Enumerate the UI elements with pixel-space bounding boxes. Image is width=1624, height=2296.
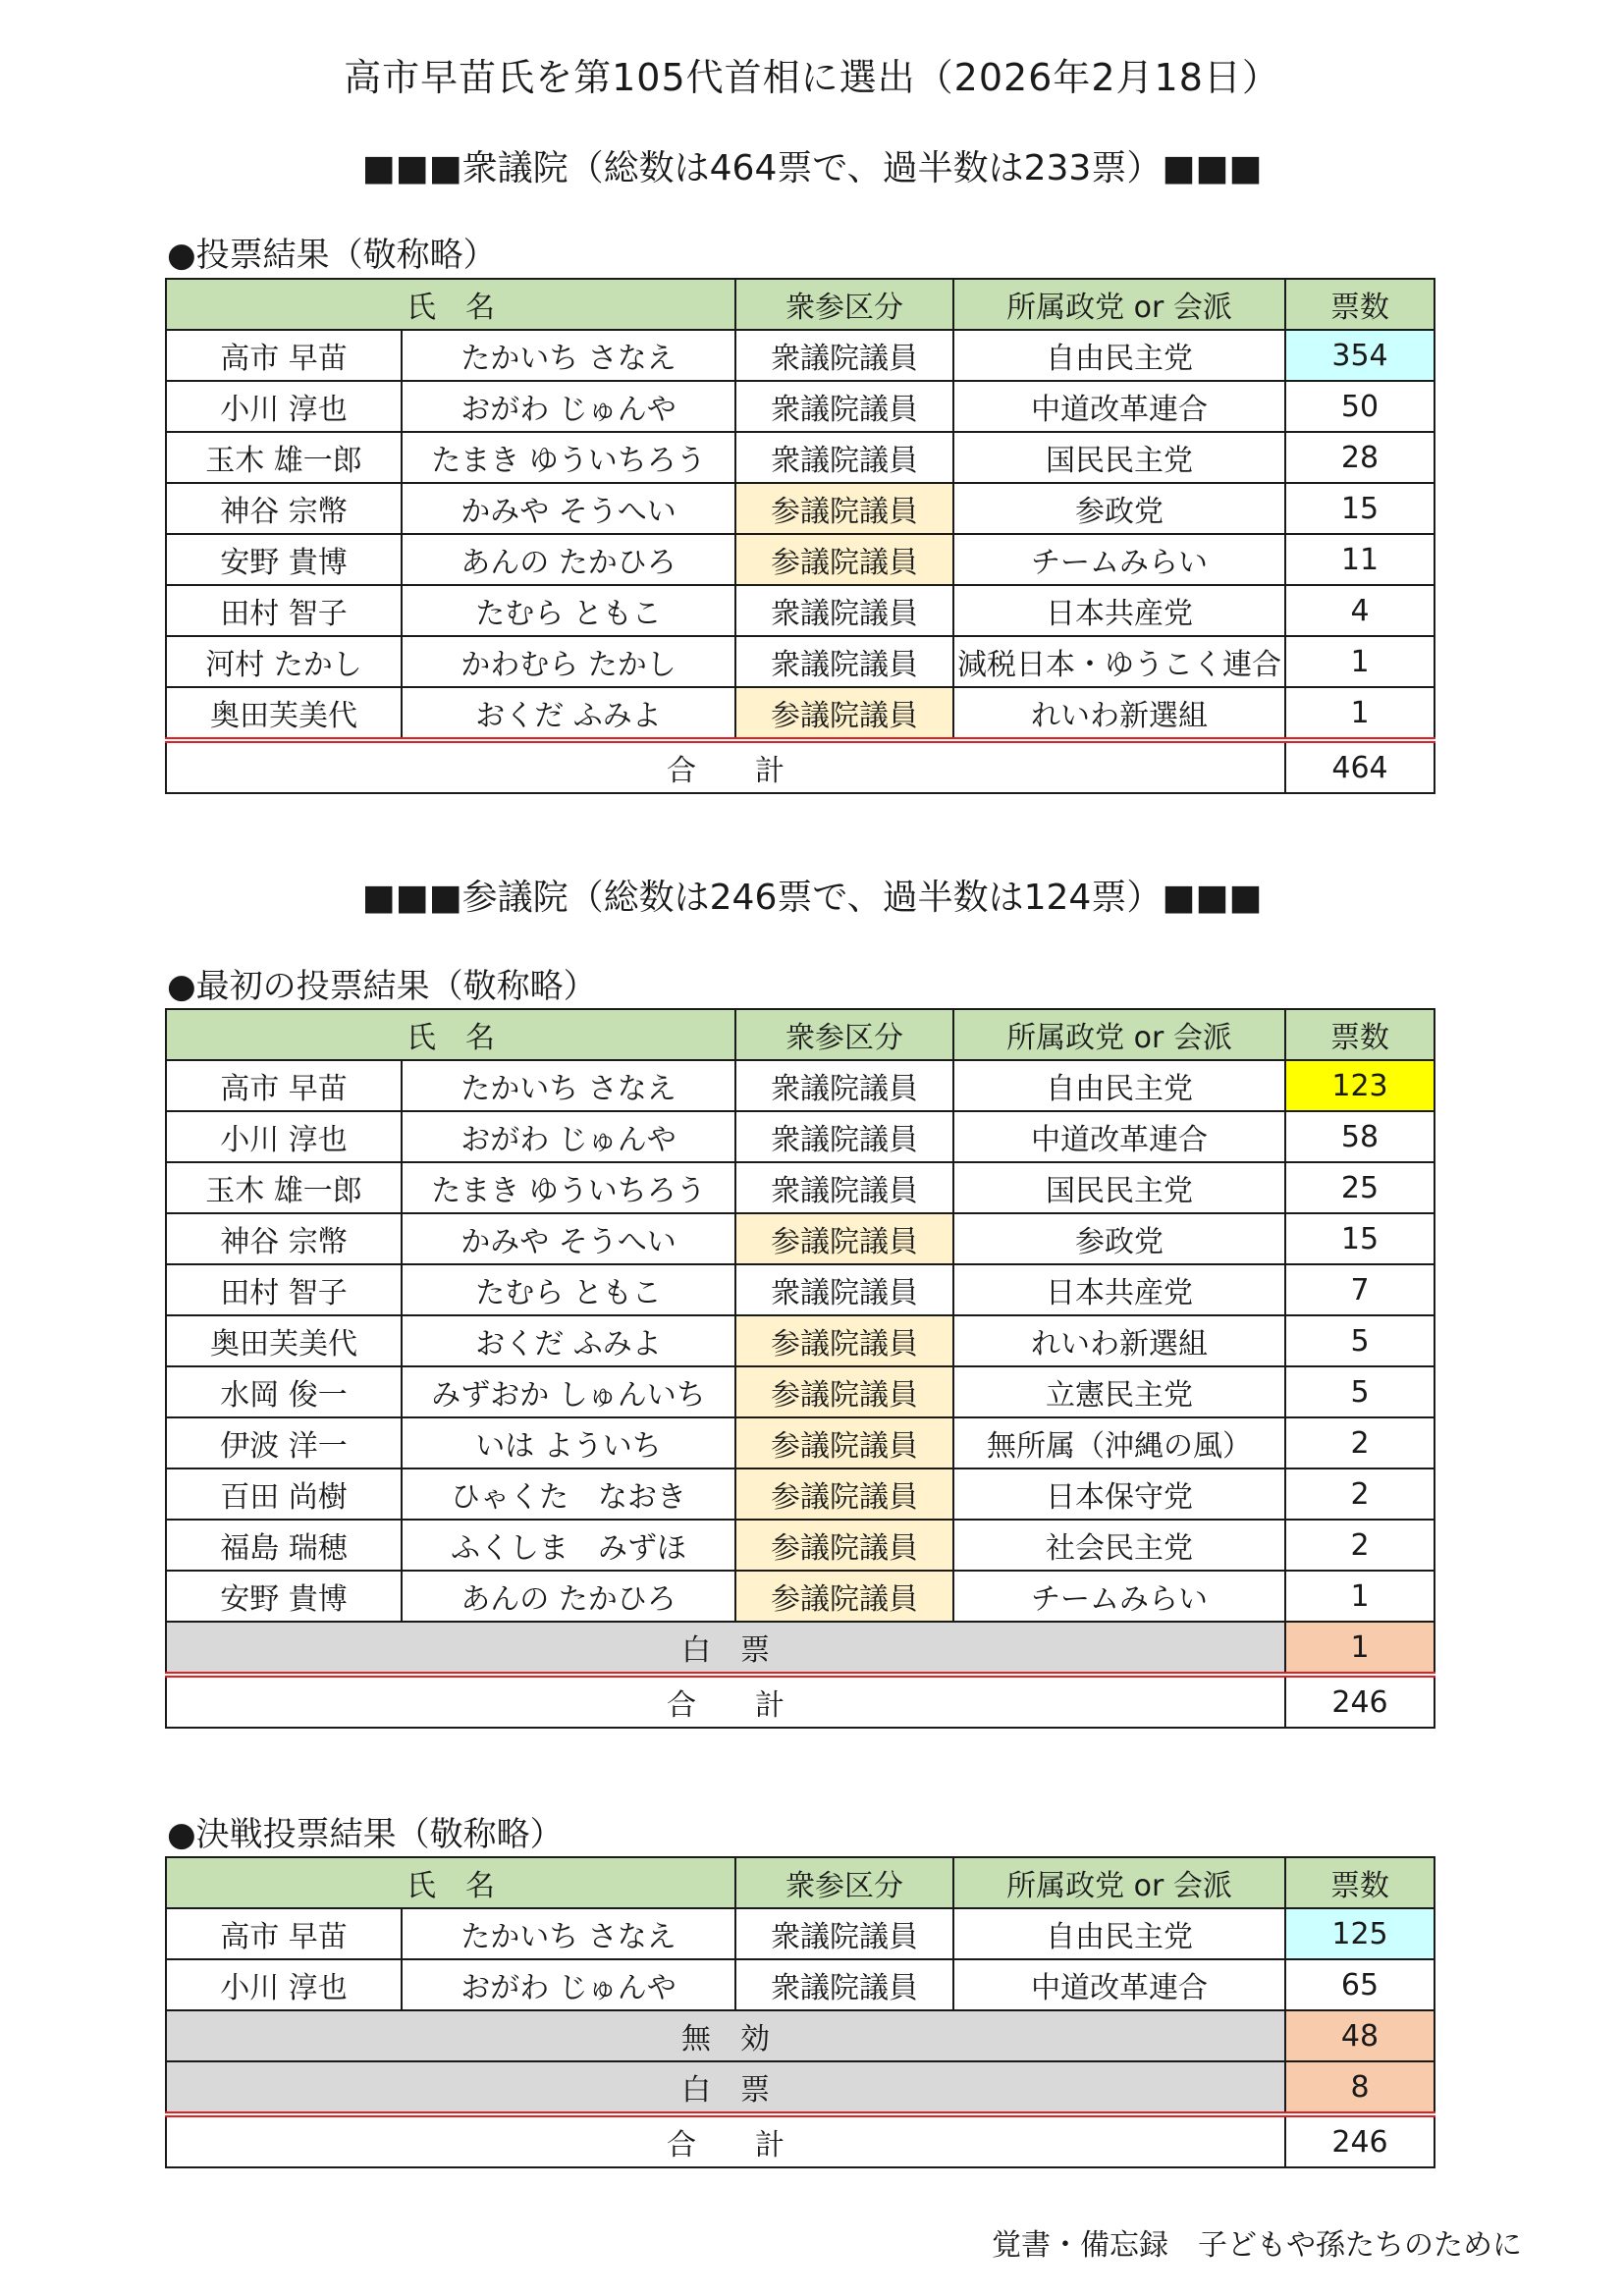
- candidate-party: れいわ新選組: [953, 687, 1285, 740]
- candidate-house: 衆議院議員: [735, 1060, 953, 1111]
- blank-vote-label: 白 票: [166, 2061, 1285, 2114]
- shugiin-heading: ■■■衆議院（総数は464票で、過半数は233票）■■■: [361, 148, 1263, 188]
- candidate-votes: 2: [1285, 1520, 1435, 1571]
- candidate-party: 参政党: [953, 483, 1285, 534]
- candidate-kana: かみや そうへい: [402, 1213, 735, 1264]
- header-party: 所属政党 or 会派: [953, 279, 1285, 330]
- candidate-name: 奥田芙美代: [166, 687, 402, 740]
- candidate-name: 田村 智子: [166, 585, 402, 636]
- candidate-party: 中道改革連合: [953, 1959, 1285, 2010]
- page-title: 高市早苗氏を第105代首相に選出（2026年2月18日）: [344, 56, 1280, 99]
- candidate-kana: おがわ じゅんや: [402, 1111, 735, 1162]
- candidate-name: 高市 早苗: [166, 1908, 402, 1959]
- candidate-votes: 2: [1285, 1468, 1435, 1520]
- candidate-kana: たむら ともこ: [402, 1264, 735, 1315]
- table-row: [166, 1571, 1435, 1622]
- table-row: [166, 534, 1435, 585]
- candidate-house: 衆議院議員: [735, 1908, 953, 1959]
- candidate-party: 自由民主党: [953, 1908, 1285, 1959]
- table-header-row: [166, 1009, 1435, 1060]
- candidate-house: 衆議院議員: [735, 1959, 953, 2010]
- invalid-vote-row: [166, 2010, 1435, 2061]
- blank-vote-row: [166, 1622, 1435, 1675]
- candidate-house: 参議院議員: [735, 483, 953, 534]
- candidate-party: 社会民主党: [953, 1520, 1285, 1571]
- candidate-votes: 123: [1285, 1060, 1435, 1111]
- candidate-kana: たかいち さなえ: [402, 1060, 735, 1111]
- candidate-name: 伊波 洋一: [166, 1417, 402, 1468]
- header-house: 衆参区分: [735, 1857, 953, 1908]
- candidate-house: 参議院議員: [735, 534, 953, 585]
- candidate-kana: ひゃくた なおき: [402, 1468, 735, 1520]
- candidate-votes: 65: [1285, 1959, 1435, 2010]
- shugiin-result-label: ●投票結果（敬称略）: [167, 236, 497, 275]
- total-row: [166, 2114, 1435, 2167]
- candidate-house: 衆議院議員: [735, 636, 953, 687]
- table-header-row: [166, 279, 1435, 330]
- candidate-name: 安野 貴博: [166, 534, 402, 585]
- candidate-party: 国民民主党: [953, 1162, 1285, 1213]
- candidate-name: 小川 淳也: [166, 1111, 402, 1162]
- blank-vote-label: 白 票: [166, 1622, 1285, 1675]
- table-row: [166, 636, 1435, 687]
- candidate-party: 参政党: [953, 1213, 1285, 1264]
- candidate-party: 日本共産党: [953, 1264, 1285, 1315]
- candidate-party: 日本共産党: [953, 585, 1285, 636]
- candidate-party: 中道改革連合: [953, 1111, 1285, 1162]
- table-row: [166, 483, 1435, 534]
- table-row: [166, 585, 1435, 636]
- candidate-name: 小川 淳也: [166, 1959, 402, 2010]
- candidate-votes: 50: [1285, 381, 1435, 432]
- candidate-name: 田村 智子: [166, 1264, 402, 1315]
- candidate-votes: 5: [1285, 1366, 1435, 1417]
- table-row: [166, 1264, 1435, 1315]
- sangiin-first-result-label: ●最初の投票結果（敬称略）: [167, 967, 597, 1006]
- header-party: 所属政党 or 会派: [953, 1009, 1285, 1060]
- candidate-name: 高市 早苗: [166, 330, 402, 381]
- candidate-votes: 2: [1285, 1417, 1435, 1468]
- candidate-party: 中道改革連合: [953, 381, 1285, 432]
- candidate-votes: 58: [1285, 1111, 1435, 1162]
- table-row: [166, 330, 1435, 381]
- candidate-kana: たかいち さなえ: [402, 1908, 735, 1959]
- candidate-votes: 11: [1285, 534, 1435, 585]
- candidate-name: 玉木 雄一郎: [166, 432, 402, 483]
- total-row: [166, 1675, 1435, 1728]
- candidate-name: 神谷 宗幣: [166, 483, 402, 534]
- candidate-house: 参議院議員: [735, 1468, 953, 1520]
- blank-vote-count: 8: [1285, 2061, 1435, 2114]
- candidate-kana: おくだ ふみよ: [402, 1315, 735, 1366]
- candidate-party: 日本保守党: [953, 1468, 1285, 1520]
- total-votes: 246: [1285, 2114, 1435, 2167]
- total-row: [166, 740, 1435, 793]
- invalid-vote-count: 48: [1285, 2010, 1435, 2061]
- candidate-votes: 28: [1285, 432, 1435, 483]
- candidate-kana: あんの たかひろ: [402, 534, 735, 585]
- candidate-votes: 1: [1285, 1571, 1435, 1622]
- candidate-kana: おがわ じゅんや: [402, 1959, 735, 2010]
- candidate-kana: いは よういち: [402, 1417, 735, 1468]
- candidate-kana: みずおか しゅんいち: [402, 1366, 735, 1417]
- candidate-name: 神谷 宗幣: [166, 1213, 402, 1264]
- blank-vote-row: [166, 2061, 1435, 2114]
- candidate-house: 衆議院議員: [735, 585, 953, 636]
- candidate-house: 衆議院議員: [735, 1111, 953, 1162]
- total-label: 合 計: [166, 740, 1285, 793]
- total-label: 合 計: [166, 1675, 1285, 1728]
- header-name: 氏 名: [166, 279, 735, 330]
- candidate-kana: ふくしま みずほ: [402, 1520, 735, 1571]
- candidate-house: 参議院議員: [735, 1417, 953, 1468]
- candidate-house: 参議院議員: [735, 1366, 953, 1417]
- candidate-name: 百田 尚樹: [166, 1468, 402, 1520]
- candidate-votes: 1: [1285, 636, 1435, 687]
- total-votes: 464: [1285, 740, 1435, 793]
- candidate-name: 高市 早苗: [166, 1060, 402, 1111]
- sangiin-first-rows: [166, 1060, 1435, 1622]
- sangiin-heading: ■■■参議院（総数は246票で、過半数は124票）■■■: [361, 878, 1263, 918]
- candidate-party: チームみらい: [953, 534, 1285, 585]
- candidate-house: 衆議院議員: [735, 381, 953, 432]
- table-row: [166, 1315, 1435, 1366]
- table-row: [166, 1468, 1435, 1520]
- candidate-name: 安野 貴博: [166, 1571, 402, 1622]
- candidate-name: 河村 たかし: [166, 636, 402, 687]
- header-name: 氏 名: [166, 1009, 735, 1060]
- invalid-vote-label: 無 効: [166, 2010, 1285, 2061]
- table-row: [166, 381, 1435, 432]
- candidate-kana: たかいち さなえ: [402, 330, 735, 381]
- candidate-votes: 7: [1285, 1264, 1435, 1315]
- shugiin-rows: [166, 330, 1435, 740]
- table-row: [166, 1213, 1435, 1264]
- header-party: 所属政党 or 会派: [953, 1857, 1285, 1908]
- table-row: [166, 687, 1435, 740]
- candidate-kana: あんの たかひろ: [402, 1571, 735, 1622]
- table-row: [166, 1366, 1435, 1417]
- candidate-party: 自由民主党: [953, 1060, 1285, 1111]
- footer-note: 覚書・備忘録 子どもや孫たちのために: [992, 2228, 1522, 2263]
- candidate-kana: たまき ゆういちろう: [402, 1162, 735, 1213]
- blank-vote-count: 1: [1285, 1622, 1435, 1675]
- shugiin-vote-table: [165, 278, 1435, 794]
- candidate-house: 衆議院議員: [735, 432, 953, 483]
- table-row: [166, 1417, 1435, 1468]
- candidate-house: 衆議院議員: [735, 1162, 953, 1213]
- table-row: [166, 1060, 1435, 1111]
- total-votes: 246: [1285, 1675, 1435, 1728]
- candidate-kana: おがわ じゅんや: [402, 381, 735, 432]
- candidate-house: 参議院議員: [735, 1315, 953, 1366]
- candidate-party: チームみらい: [953, 1571, 1285, 1622]
- candidate-name: 奥田芙美代: [166, 1315, 402, 1366]
- table-row: [166, 1908, 1435, 1959]
- candidate-name: 水岡 俊一: [166, 1366, 402, 1417]
- candidate-kana: たむら ともこ: [402, 585, 735, 636]
- table-row: [166, 1111, 1435, 1162]
- header-votes: 票数: [1285, 1857, 1435, 1908]
- candidate-party: れいわ新選組: [953, 1315, 1285, 1366]
- candidate-house: 衆議院議員: [735, 330, 953, 381]
- candidate-votes: 25: [1285, 1162, 1435, 1213]
- header-house: 衆参区分: [735, 279, 953, 330]
- candidate-house: 参議院議員: [735, 1520, 953, 1571]
- candidate-votes: 125: [1285, 1908, 1435, 1959]
- candidate-house: 参議院議員: [735, 1213, 953, 1264]
- table-row: [166, 1959, 1435, 2010]
- sangiin-runoff-vote-table: [165, 1856, 1435, 2168]
- candidate-party: 立憲民主党: [953, 1366, 1285, 1417]
- table-row: [166, 1162, 1435, 1213]
- candidate-name: 福島 瑞穂: [166, 1520, 402, 1571]
- candidate-votes: 5: [1285, 1315, 1435, 1366]
- candidate-kana: おくだ ふみよ: [402, 687, 735, 740]
- candidate-name: 玉木 雄一郎: [166, 1162, 402, 1213]
- header-votes: 票数: [1285, 279, 1435, 330]
- candidate-kana: かみや そうへい: [402, 483, 735, 534]
- sangiin-first-vote-table: [165, 1008, 1435, 1729]
- candidate-votes: 1: [1285, 687, 1435, 740]
- total-label: 合 計: [166, 2114, 1285, 2167]
- candidate-house: 参議院議員: [735, 1571, 953, 1622]
- candidate-house: 衆議院議員: [735, 1264, 953, 1315]
- sangiin-runoff-rows: [166, 1908, 1435, 2010]
- candidate-kana: かわむら たかし: [402, 636, 735, 687]
- candidate-votes: 15: [1285, 1213, 1435, 1264]
- candidate-party: 無所属（沖縄の風）: [953, 1417, 1285, 1468]
- candidate-party: 国民民主党: [953, 432, 1285, 483]
- candidate-party: 減税日本・ゆうこく連合: [953, 636, 1285, 687]
- table-header-row: [166, 1857, 1435, 1908]
- header-house: 衆参区分: [735, 1009, 953, 1060]
- candidate-kana: たまき ゆういちろう: [402, 432, 735, 483]
- candidate-votes: 15: [1285, 483, 1435, 534]
- candidate-name: 小川 淳也: [166, 381, 402, 432]
- candidate-party: 自由民主党: [953, 330, 1285, 381]
- sangiin-runoff-result-label: ●決戦投票結果（敬称略）: [167, 1815, 564, 1854]
- header-votes: 票数: [1285, 1009, 1435, 1060]
- table-row: [166, 1520, 1435, 1571]
- table-row: [166, 432, 1435, 483]
- candidate-votes: 354: [1285, 330, 1435, 381]
- candidate-votes: 4: [1285, 585, 1435, 636]
- candidate-house: 参議院議員: [735, 687, 953, 740]
- header-name: 氏 名: [166, 1857, 735, 1908]
